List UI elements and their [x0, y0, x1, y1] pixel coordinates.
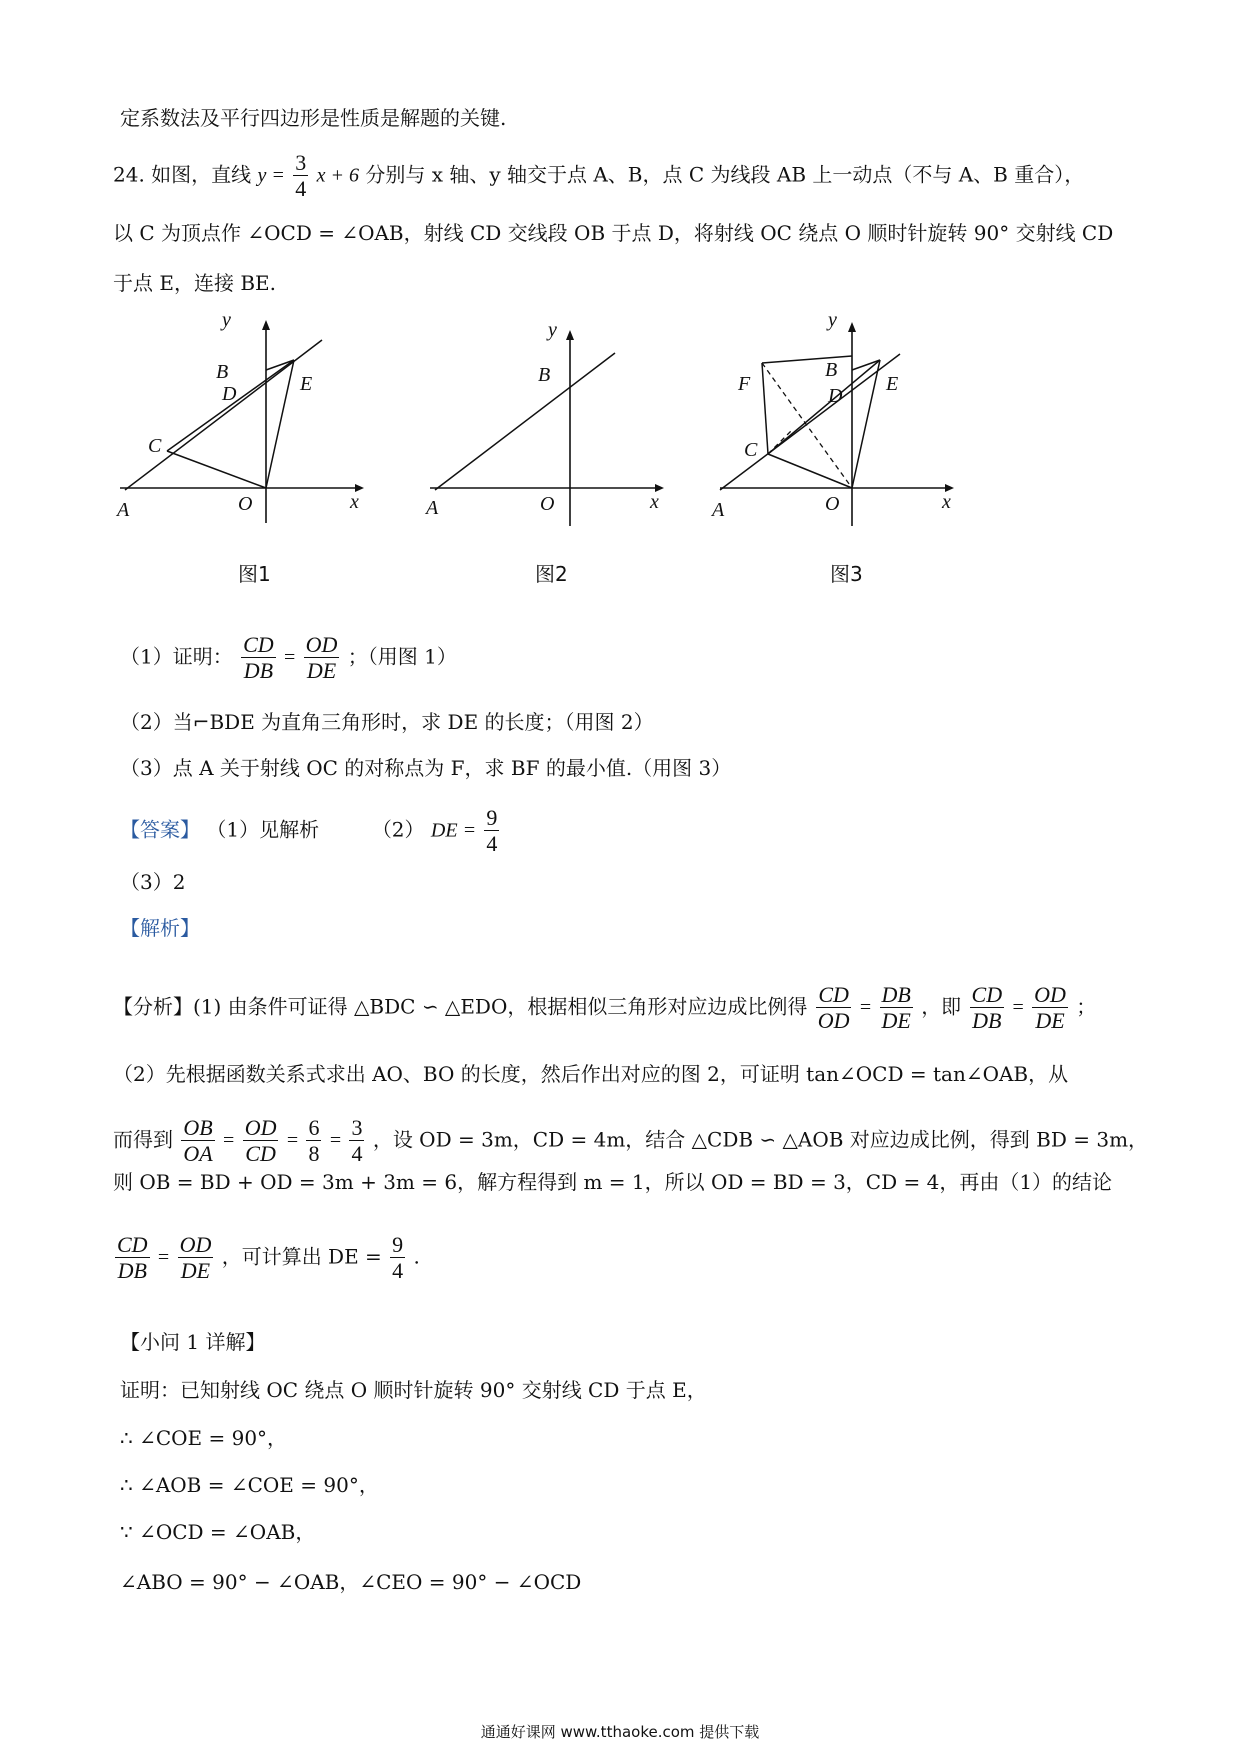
answer-tag: 【答案】 [120, 817, 200, 842]
frac-den: CD [245, 1141, 276, 1167]
frac-den: DE [180, 1258, 211, 1284]
p2-fraction-3-4 [349, 1115, 364, 1167]
fig1-label-b: B [216, 361, 229, 383]
fig1-segment-co [167, 451, 266, 488]
analysis-part2-suffix: ，设 OD = 3m，CD = 4m，结合 △CDB ∽ △AOB 对应边成比例，得到 BD = 3m， [372, 1127, 1149, 1152]
frac-den: DE [306, 658, 337, 684]
analysis-part2-line-4: $\frac{CD}{DB}$ = $\frac{OD}{DE}$ ，可计算出 DE = $\frac{9}{4}$ . [117, 1232, 420, 1284]
figure-1 [117, 309, 380, 528]
fig1-label-e: E [300, 373, 313, 395]
fig2-label-o: O [540, 493, 555, 515]
slope-denominator: 4 [295, 176, 307, 202]
frac-den: DE [1035, 1008, 1065, 1034]
fig3-label-d: D [828, 385, 843, 407]
frac-den: 4 [486, 831, 498, 857]
analysis-part2-line-3: 则 OB = BD + OD = 3m + 3m = 6，解方程得到 m = 1，所以 OD = BD = 3，CD = 4，再由（1）的结论 [113, 1170, 1113, 1194]
answer-2-eq: DE = [430, 819, 477, 842]
page-footer: 通通好课网 www.tthaoke.com 提供下载 [480, 1723, 760, 1741]
answer-2-prefix: （2） [371, 817, 425, 842]
question-1: （1）证明： $\frac{CD}{DB}$ = $\frac{OD}{DE}$ ；（用图 1） [120, 632, 457, 684]
fig3-y-arrow-icon [848, 322, 856, 332]
detail-line-5: ∠ABO = 90° − ∠OAB，∠CEO = 90° − ∠OCD [120, 1570, 582, 1594]
fig3-label-f: F [738, 373, 751, 395]
q1-prefix: （1）证明： [120, 644, 233, 669]
fig1-ray-cd [167, 360, 294, 451]
frac-den: DE [881, 1008, 911, 1034]
frac-num: OD [305, 632, 338, 657]
question-2: （2）当⌐BDE 为直角三角形时，求 DE 的长度；（用图 2） [120, 710, 654, 734]
p2-fraction-od-cd [243, 1115, 279, 1167]
fig1-label-c: C [148, 435, 162, 457]
frac-den: DB [117, 1258, 147, 1284]
analysis-mid: ，即 [921, 994, 962, 1019]
detail-line-1: 证明：已知射线 OC 绕点 O 顺时针旋转 90° 交射线 CD 于点 E， [120, 1378, 707, 1402]
frac-num: 6 [308, 1115, 320, 1140]
intro-line: 定系数法及平行四边形是性质是解题的关键. [120, 106, 507, 130]
q1-fraction-od-de [304, 632, 340, 684]
analysis-part2-line-1: （2）先根据函数关系式求出 AO、BO 的长度，然后作出对应的图 2，可证明 tan∠OCD = tan∠OAB，从 [113, 1062, 1069, 1086]
frac-num: OD [1034, 982, 1066, 1007]
problem-line-2: 以 C 为顶点作 ∠OCD = ∠OAB，射线 CD 交线段 OB 于点 D，将射线 OC 绕点 O 顺时针旋转 90° 交射线 CD [113, 221, 1114, 245]
frac-num: CD [971, 982, 1003, 1007]
fig2-label-a: A [426, 497, 439, 519]
fig2-label-x: x [650, 491, 659, 513]
frac-num: DB [881, 982, 911, 1007]
fig1-label-o: O [238, 493, 253, 515]
frac-num: 9 [392, 1232, 404, 1257]
frac-den: DB [972, 1008, 1002, 1034]
fig1-label-x: x [350, 491, 359, 513]
question-3: （3）点 A 关于射线 OC 的对称点为 F，求 BF 的最小值.（用图 3） [120, 756, 732, 780]
equation-lhs: y = [257, 164, 285, 187]
fig2-y-arrow-icon [566, 330, 574, 340]
frac-num: CD [243, 632, 274, 657]
frac-num: OD [179, 1232, 212, 1257]
fig1-label-y: y [222, 309, 231, 331]
problem-number: 24. [113, 162, 145, 187]
fig3-segment-fb [762, 356, 852, 363]
problem-line1-text-a: 如图，直线 [151, 162, 252, 187]
analysis-part2-prefix: 而得到 [113, 1127, 173, 1152]
detail-line-3: ∴ ∠AOB = ∠COE = 90°， [120, 1473, 379, 1497]
analysis-fraction-4 [1032, 982, 1068, 1034]
equation-rhs: x + 6 [316, 164, 359, 187]
detail-line-2: ∴ ∠COE = 90°， [120, 1426, 288, 1450]
analysis-fraction-1 [816, 982, 852, 1034]
frac-den: 8 [308, 1141, 320, 1167]
q1-suffix: ；（用图 1） [347, 644, 457, 669]
fig3-segment-fc [762, 363, 768, 454]
fig1-y-arrow-icon [262, 320, 270, 330]
frac-num: OD [244, 1115, 277, 1140]
fig1-label-a: A [117, 499, 130, 521]
fig3-label-a: A [712, 499, 725, 521]
frac-den: 4 [351, 1141, 363, 1167]
p2-fraction-od-de [178, 1232, 214, 1284]
detail-heading: 【小问 1 详解】 [120, 1330, 266, 1354]
detail-line-4: ∵ ∠OCD = ∠OAB， [120, 1520, 316, 1544]
fig3-label-e: E [886, 373, 899, 395]
fig3-segment-be [852, 360, 880, 370]
fig3-label-b: B [825, 359, 838, 381]
p2-fraction-cd-db [115, 1232, 150, 1284]
frac-den: DB [243, 658, 274, 684]
frac-den: OD [817, 1008, 850, 1034]
analysis-part2-mid: ，可计算出 DE = [221, 1244, 382, 1269]
fig2-label-y: y [548, 319, 557, 341]
fig3-label-x: x [942, 491, 951, 513]
analysis-tag: 【解析】 [120, 916, 200, 940]
analysis-prefix: 【分析】(1) 由条件可证得 △BDC ∽ △EDO，根据相似三角形对应边成比例得 [113, 994, 808, 1019]
figure-2-caption: 图2 [535, 562, 568, 586]
slope-numerator: 3 [295, 150, 307, 175]
fig3-label-y: y [828, 309, 837, 331]
analysis-fraction-2 [880, 982, 913, 1034]
fig3-segment-co [768, 454, 852, 488]
answer-1: （1）见解析 [206, 817, 320, 842]
figure-3 [712, 309, 970, 528]
frac-num: CD [117, 1232, 148, 1257]
analysis-end: ； [1076, 994, 1097, 1019]
q1-fraction-cd-db [241, 632, 276, 684]
fig2-label-b: B [538, 364, 551, 386]
frac-den: 4 [392, 1258, 404, 1284]
problem-line-3: 于点 E，连接 BE. [113, 271, 276, 295]
problem-line1-text-b: 分别与 x 轴、y 轴交于点 A、B，点 C 为线段 AB 上一动点（不与 A、B 重合）， [365, 162, 1085, 187]
fig3-label-c: C [744, 439, 758, 461]
analysis-part2-end: . [413, 1244, 420, 1269]
fig1-label-d: D [222, 383, 237, 405]
p2-fraction-9-4 [390, 1232, 405, 1284]
problem-line-1 [113, 150, 1084, 202]
fig3-label-o: O [825, 493, 840, 515]
frac-num: 3 [351, 1115, 363, 1140]
answer-line [120, 805, 501, 857]
p2-fraction-6-8 [306, 1115, 321, 1167]
frac-den: OA [183, 1141, 213, 1167]
answer-3: （3）2 [120, 870, 186, 894]
analysis-fraction-3 [970, 982, 1005, 1034]
p2-fraction-ob-oa [181, 1115, 214, 1167]
answer-2-fraction [484, 805, 499, 857]
analysis-line-1: 【分析】(1) 由条件可证得 △BDC ∽ △EDO，根据相似三角形对应边成比例得 $\frac{CD}{OD}$ = $\frac{DB}{DE}$ ，即 $\frac{CD}{DB}$ = $\frac{OD}{DE}$ ； [113, 982, 1097, 1034]
analysis-part2-line-2: 而得到 $\frac{OB}{OA}$ = $\frac{OD}{CD}$ = $\frac{6}{8}$ = $\frac{3}{4}$ ，设 OD = 3m，CD = 4m，结合 △CDB ∽ △AOB 对应边成比例，得到 BD = 3m， [113, 1115, 1149, 1167]
figure-1-caption: 图1 [238, 562, 271, 586]
frac-num: CD [818, 982, 849, 1007]
figure-2 [426, 318, 680, 528]
fig2-line-ab [435, 353, 615, 490]
frac-num: 9 [486, 805, 498, 830]
figure-3-caption: 图3 [830, 562, 863, 586]
equation-slope-fraction [293, 150, 308, 202]
frac-num: OB [183, 1115, 213, 1140]
